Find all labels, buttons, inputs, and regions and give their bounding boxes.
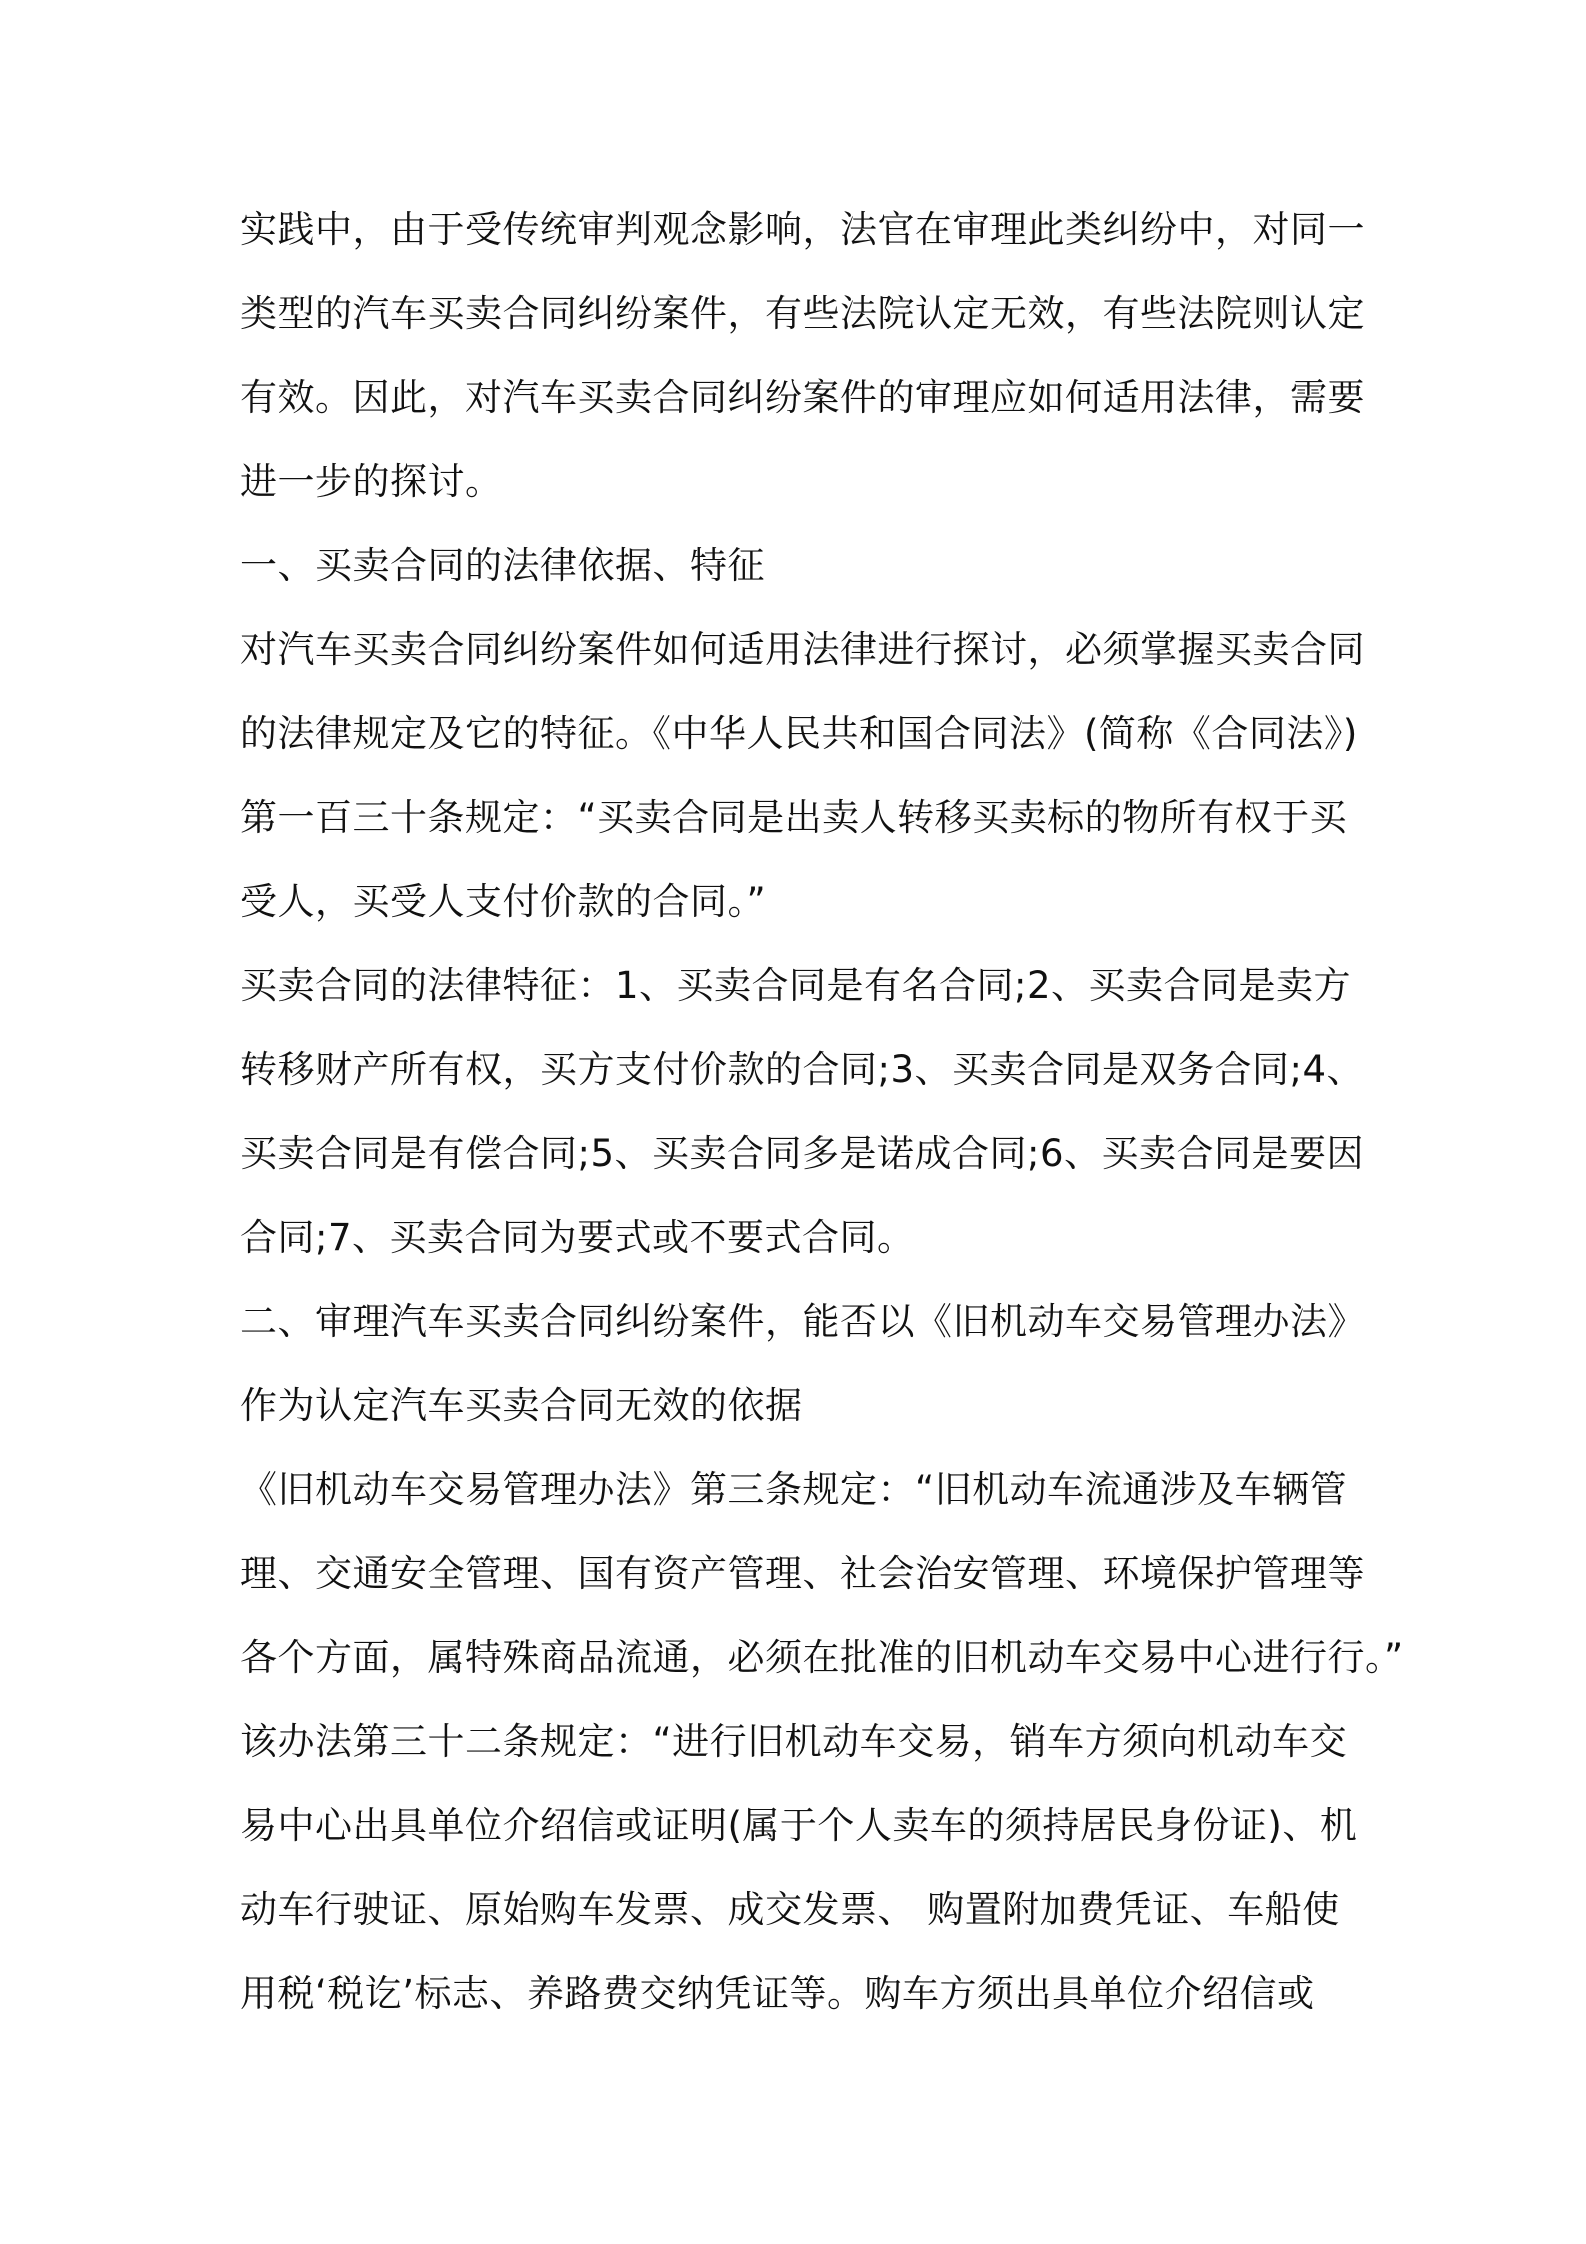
text-line: 动车行驶证、原始购车发票、成交发票、 购置附加费凭证、车船使 xyxy=(240,1888,1340,1931)
text-line: 对汽车买卖合同纠纷案件如何适用法律进行探讨，必须掌握买卖合同 xyxy=(240,628,1365,671)
text-line: 进一步的探讨。 xyxy=(240,460,503,503)
text-line: 买卖合同的法律特征：1、买卖合同是有名合同;2、买卖合同是卖方 xyxy=(240,964,1352,1007)
text-line: 用税‘税讫’标志、养路费交纳凭证等。购车方须出具单位介绍信或 xyxy=(240,1972,1315,2015)
text-line: 买卖合同是有偿合同;5、买卖合同多是诺成合同;6、买卖合同是要因 xyxy=(240,1132,1365,1175)
text-line: 该办法第三十二条规定：“进行旧机动车交易，销车方须向机动车交 xyxy=(240,1720,1348,1763)
text-line: 《旧机动车交易管理办法》第三条规定：“旧机动车流通涉及车辆管 xyxy=(240,1468,1348,1511)
text-line: 合同;7、买卖合同为要式或不要式合同。 xyxy=(240,1216,915,1259)
text-line: 类型的汽车买卖合同纠纷案件，有些法院认定无效，有些法院则认定 xyxy=(240,292,1365,335)
text-line: 易中心出具单位介绍信或证明(属于个人卖车的须持居民身份证)、机 xyxy=(240,1804,1358,1847)
text-line: 的法律规定及它的特征。《中华人民共和国合同法》(简称《合同法》) xyxy=(240,712,1358,755)
text-line: 有效。因此，对汽车买卖合同纠纷案件的审理应如何适用法律，需要 xyxy=(240,376,1365,419)
text-line: 受人，买受人支付价款的合同。” xyxy=(240,880,767,923)
section-heading-1: 一、买卖合同的法律依据、特征 xyxy=(240,544,765,587)
text-line: 第一百三十条规定：“买卖合同是出卖人转移买卖标的物所有权于买 xyxy=(240,796,1348,839)
section-heading-2-cont: 作为认定汽车买卖合同无效的依据 xyxy=(240,1384,803,1427)
document-body xyxy=(240,188,1404,2036)
text-line: 转移财产所有权，买方支付价款的合同;3、买卖合同是双务合同;4、 xyxy=(240,1048,1365,1091)
section-heading-2: 二、审理汽车买卖合同纠纷案件，能否以《旧机动车交易管理办法》 xyxy=(240,1300,1365,1343)
text-line: 各个方面，属特殊商品流通，必须在批准的旧机动车交易中心进行行。” xyxy=(240,1636,1404,1679)
text-line: 实践中，由于受传统审判观念影响，法官在审理此类纠纷中，对同一 xyxy=(240,208,1365,251)
text-line: 理、交通安全管理、国有资产管理、社会治安管理、环境保护管理等 xyxy=(240,1552,1365,1595)
